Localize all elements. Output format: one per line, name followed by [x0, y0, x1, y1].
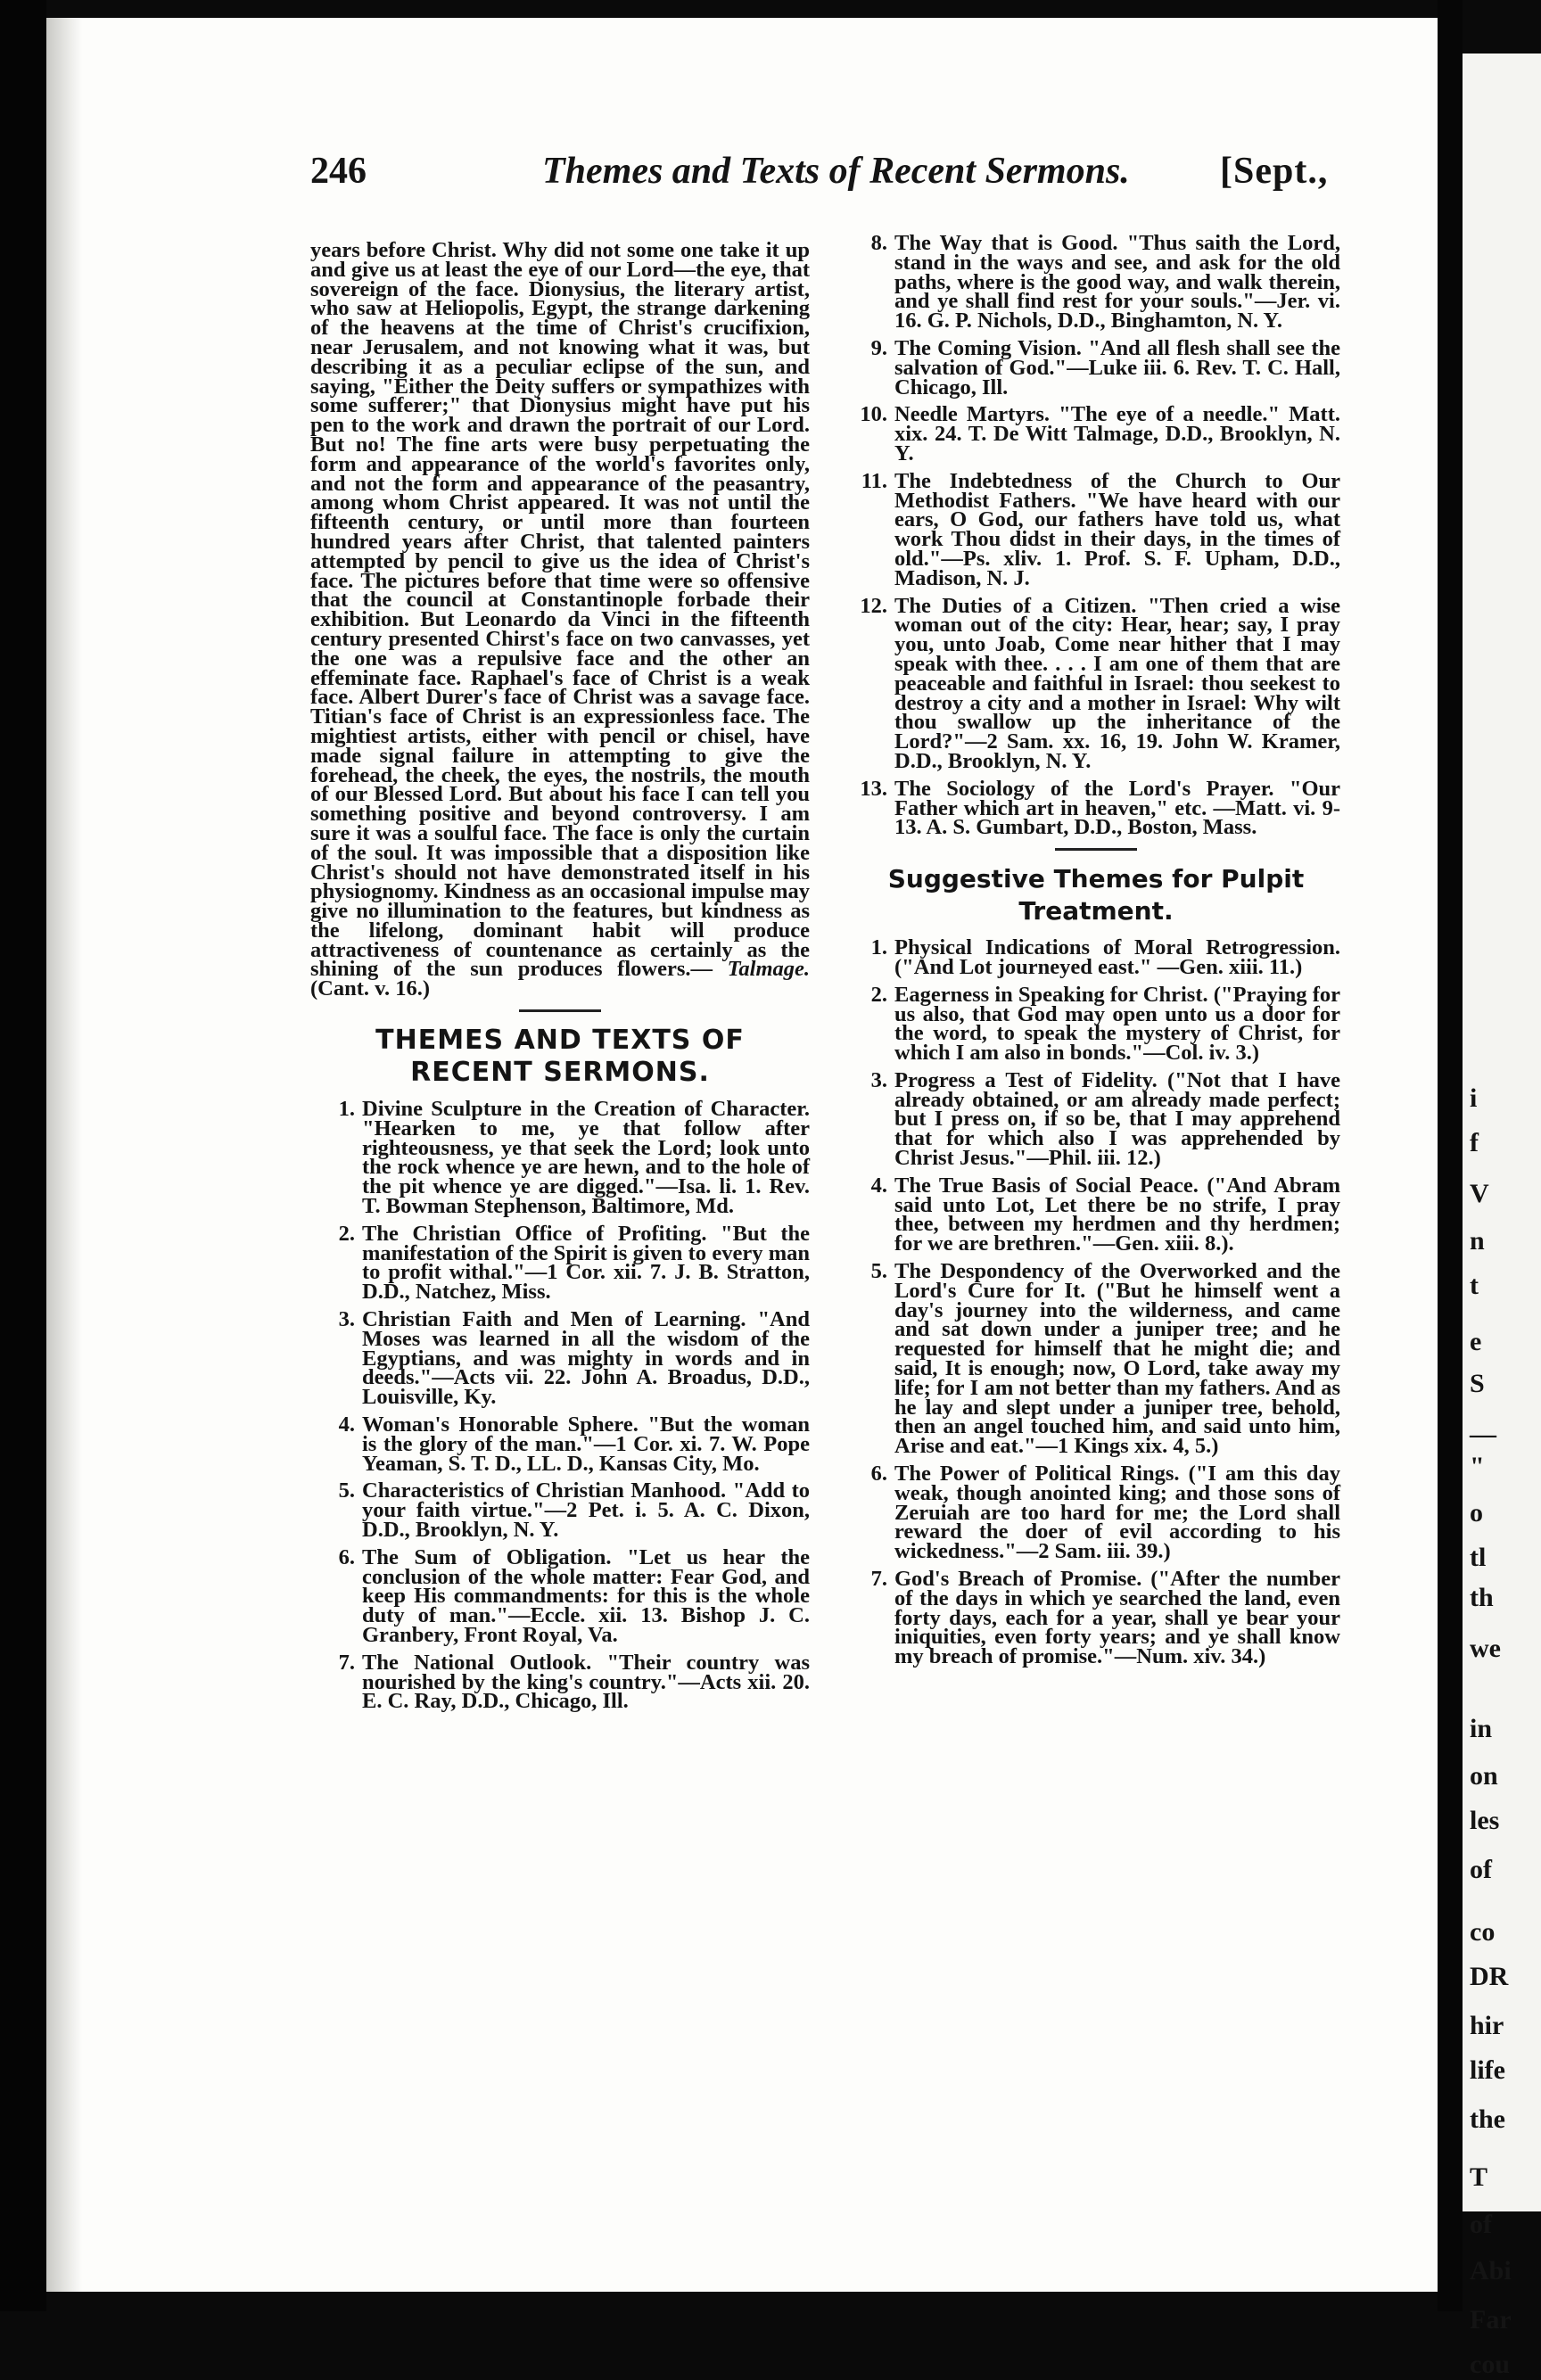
- item-number: 5.: [338, 1478, 355, 1503]
- item-text: The Despondency of the Overworked and the Lord's Cure for It. ("But he himself went a day's journey into the wilderness, and came and sat down under a juniper tree; and he requested for himself that he might die; and said, It is enough; now, O Lord, take away my life; for I am not better than my fathers. And as he lay and slept under a juniper tree, behold, then an angel touched him, and said unto him, Arise and eat."—1 Kings xix. 4, 5.): [894, 1259, 1340, 1459]
- item-number: 8.: [870, 231, 887, 255]
- running-title: Themes and Texts of Recent Sermons.: [542, 151, 1130, 192]
- running-section: [Sept.,: [1220, 151, 1329, 192]
- item-text: Eagerness in Speaking for Christ. ("Praying for us also, that God may open unto us a door for the word, to speak the mystery of Christ, for which I am also in bonds."—Col. iv. 3.): [894, 982, 1340, 1066]
- theme-item: [310, 1221, 810, 1305]
- item-text: Divine Sculpture in the Creation of Character. "Hearken to me, ye that follow after righteousness, ye that seek the Lord; look unto the rock whence ye are hewn, and to the hole of the pit whence ye are digged."—Isa. li. 1. Rev. T. Bowman Stephenson, Baltimore, Md.: [362, 1097, 810, 1219]
- left-column: [310, 238, 811, 1719]
- adjacent-page-fragment-text: hir: [1470, 2011, 1504, 2040]
- theme-item: [310, 1650, 810, 1714]
- binding-shadow: [46, 18, 82, 2292]
- item-text: The Duties of a Citizen. "Then cried a wise woman out of the city: Hear, hear; say, I pray you, unto Joab, Come near hither that I may speak with thee. . . . I am one of them that are peaceable and faithful in Israel: thou seekest to destroy a city and a mother in Israel: Why wilt thou swallow up the inheritance of the Lord?"—2 Sam. xx. 16, 19. John W. Kramer, D.D., Brooklyn, N. Y.: [894, 593, 1340, 773]
- item-number: 3.: [870, 1067, 887, 1092]
- intro-paragraph: [310, 238, 811, 1001]
- theme-item: [310, 1412, 810, 1476]
- item-number: 5.: [870, 1259, 887, 1284]
- themes-list-continued: [852, 231, 1340, 840]
- item-text: Progress a Test of Fidelity. ("Not that I have already obtained, or am already made perfect; but I press on, if so be, that I may apprehend that for which also I was apprehended by Christ Jesus."—Phil. iii. 12.): [894, 1067, 1340, 1171]
- item-text: The True Basis of Social Peace. ("And Abram said unto Lot, Let there be no strife, I pray thee, between my herdmen and thy herdmen; for we are brethren."—Gen. xiii. 8.).: [894, 1173, 1340, 1256]
- item-text: The Indebtedness of the Church to Our Methodist Fathers. "We have heard with our ears, O God, our fathers have told us, what work Thou didst in their days, in the times of old."—Ps. xliv. 1. Prof. S. F. Upham, D.D., Madison, N. J.: [894, 468, 1340, 590]
- adjacent-page-fragment-text: in: [1470, 1714, 1493, 1743]
- item-text: The Power of Political Rings. ("I am this day weak, though anointed king; and those sons of Zeruiah are too hard for me; the Lord shall reward the doer of evil according to his wickedness."—2 Sam. iii. 39.): [894, 1462, 1340, 1564]
- adjacent-page-fragment-text: the: [1470, 2104, 1505, 2134]
- suggestive-list: [852, 935, 1340, 1669]
- adjacent-page-fragment-text: on: [1470, 1761, 1498, 1791]
- adjacent-page-fragment-text: DR: [1470, 1962, 1509, 1991]
- adjacent-page-fragment-text: Abi: [1470, 2256, 1512, 2285]
- adjacent-page-fragment-text: S: [1470, 1369, 1485, 1398]
- adjacent-page-fragment-text: les: [1470, 1806, 1500, 1835]
- adjacent-page-fragment-text: ": [1470, 1452, 1485, 1481]
- adjacent-page-fragment-text: we: [1470, 1634, 1501, 1663]
- item-text: Christian Faith and Men of Learning. "And Moses was learned in all the wisdom of the Egyptians, and was mighty in words and in deeds."—Acts vii. 22. John A. Broadus, D.D., Louisville, Ky.: [362, 1307, 810, 1410]
- item-number: 11.: [861, 468, 887, 493]
- item-text: Woman's Honorable Sphere. "But the woman is the glory of the man."—1 Cor. xi. 7. W. Pope Yeaman, S. T. D., LL. D., Kansas City, Mo.: [362, 1412, 810, 1476]
- item-number: 2.: [870, 982, 887, 1007]
- theme-item: [852, 593, 1340, 773]
- adjacent-page-fragment-text: of: [1470, 1855, 1492, 1884]
- item-number: 3.: [338, 1307, 355, 1332]
- themes-list: [310, 1097, 810, 1714]
- adjacent-page-fragment: [1463, 54, 1541, 2379]
- adjacent-page-fragment-text: f: [1470, 1128, 1479, 1157]
- suggestive-item: [852, 1173, 1340, 1256]
- item-text: The Way that is Good. "Thus saith the Lord, stand in the ways and see, and ask for the old paths, where is the good way, and walk therein, and ye shall find rest for your souls."—Jer. vi. 16. G. P. Nichols, D.D., Binghamton, N. Y.: [894, 231, 1340, 334]
- running-header: [310, 150, 1380, 203]
- divider-rule: [519, 1009, 601, 1012]
- item-text: The Christian Office of Profiting. "But the manifestation of the Spirit is given to every man to profit withal."—1 Cor. xii. 7. J. B. Stratton, D.D., Natchez, Miss.: [362, 1221, 810, 1305]
- adjacent-page-fragment-text: Far: [1470, 2305, 1512, 2335]
- suggestive-item: [852, 982, 1340, 1066]
- scan-left-edge: [0, 0, 46, 2311]
- adjacent-page-fragment-text: e: [1470, 1327, 1482, 1356]
- item-text: Physical Indications of Moral Retrogression. ("And Lot journeyed east." —Gen. xiii. 11.): [894, 935, 1340, 979]
- section-heading-themes: THEMES AND TEXTS OF RECENT SERMONS.: [375, 1025, 745, 1089]
- theme-item: [310, 1478, 810, 1543]
- adjacent-page-fragment-text: T: [1470, 2162, 1488, 2192]
- item-number: 7.: [870, 1567, 887, 1592]
- theme-item: [310, 1544, 810, 1647]
- item-number: 12.: [860, 593, 887, 618]
- item-text: The Coming Vision. "And all flesh shall see the salvation of God."—Luke iii. 6. Rev. T. C. Hall, Chicago, Ill.: [894, 335, 1340, 399]
- adjacent-page-fragment-text: —: [1470, 1420, 1496, 1449]
- suggestive-item: [852, 1569, 1340, 1667]
- theme-item: [852, 335, 1340, 399]
- theme-item: [852, 776, 1340, 840]
- adjacent-page-fragment-text: t: [1470, 1271, 1479, 1300]
- item-text: God's Breach of Promise. ("After the number of the days in which ye searched the land, even forty days, each for a year, shall ye bear your iniquities, even forty years; and ye shall know my breach of promise."—Num. xiv. 34.): [894, 1567, 1340, 1669]
- item-number: 4.: [870, 1173, 887, 1198]
- suggestive-item: [852, 1067, 1340, 1171]
- item-text: Characteristics of Christian Manhood. "Add to your faith virtue."—2 Pet. i. 5. A. C. Dixon, D.D., Brooklyn, N. Y.: [362, 1478, 810, 1543]
- adjacent-page-fragment-text: cou: [1470, 2350, 1510, 2379]
- divider-rule: [1055, 848, 1137, 851]
- item-number: 10.: [860, 402, 887, 427]
- item-number: 6.: [870, 1462, 887, 1486]
- adjacent-page-fragment-text: tl: [1470, 1543, 1487, 1572]
- theme-item: [852, 231, 1340, 334]
- item-number: 4.: [338, 1412, 355, 1437]
- adjacent-page-fragment-text: of: [1470, 2210, 1492, 2239]
- suggestive-item: [852, 1462, 1340, 1564]
- theme-item: [310, 1097, 810, 1219]
- adjacent-page-fragment-text: life: [1470, 2055, 1505, 2085]
- right-column: [852, 231, 1340, 1675]
- intro-text: years before Christ. Why did not some one take it up and give us at least the eye of our Lord—the eye, that sovereign of the face. Dionysius, the literary artist, who saw at Heliopolis, Egypt, the strange darkening of the heavens at the time of Christ's crucifixion, near Jerusalem, and not knowing what it was, but describing it as a peculiar eclipse of the sun, and saying, "Either the Deity suffers or sympathizes with some sufferer;" that Dionysius might have put his pen to the work and drawn the portrait of our Lord. But no! The fine arts were busy perpetuating the form and appearance of the world's favorites only, and not the form and appearance of the peasantry, among whom Christ appeared. It was not until the fifteenth century, or until more than fourteen hundred years after Christ, that talented painters attempted by pencil to give us the idea of Christ's face. The pictures before that time were so offensive that the council at Constantinople forbade their exhibition. But Leonardo da Vinci in the fifteenth century presented Chirst's face on two canvasses, yet the one was a repulsive face and the other an effeminate face. Raphael's face of Christ is a weak face. Albert Durer's face of Christ was a savage face. Titian's face of Christ is an expressionless face. The mightiest artists, either with pencil or chisel, have made signal failure in attempting to give the forehead, the cheek, the eyes, the nostrils, the mouth of our Blessed Lord. But about his face I can tell you something positive and beyond controversy. I am sure it was a soulful face. The face is only the curtain of the soul. It was impossible that a disposition like Christ's should not have demonstrated itself in his physiognomy. Kindness as an occasional impulse may give no illumination to the features, but kindness as the lifelong, dominant habit will produce attractiveness of countenance as certainly as the shining of the sun produces flowers.—: [310, 238, 810, 982]
- item-number: 1.: [870, 935, 887, 960]
- page-number: 246: [310, 151, 367, 192]
- item-text: Needle Martyrs. "The eye of a needle." Matt. xix. 24. T. De Witt Talmage, D.D., Brooklyn, N. Y.: [894, 402, 1340, 465]
- adjacent-page-fragment-text: V: [1470, 1179, 1489, 1208]
- adjacent-page-fragment-text: i: [1470, 1083, 1478, 1113]
- book-gutter: [1438, 0, 1463, 2311]
- adjacent-page-fragment-text: o: [1470, 1498, 1483, 1528]
- suggestive-item: [852, 1259, 1340, 1459]
- suggestive-item: [852, 935, 1340, 979]
- theme-item: [310, 1307, 810, 1410]
- item-number: 7.: [338, 1650, 355, 1675]
- adjacent-page-fragment-text: n: [1470, 1226, 1485, 1256]
- item-number: 9.: [870, 335, 887, 360]
- intro-attribution: Talmage.: [727, 957, 811, 982]
- item-number: 6.: [338, 1544, 355, 1569]
- adjacent-page-fragment-text: th: [1470, 1583, 1494, 1612]
- theme-item: [852, 402, 1340, 465]
- item-number: 13.: [860, 776, 887, 801]
- item-text: The Sociology of the Lord's Prayer. "Our Father which art in heaven," etc. —Matt. vi. 9-13. A. S. Gumbart, D.D., Boston, Mass.: [894, 776, 1340, 840]
- theme-item: [852, 468, 1340, 590]
- item-number: 2.: [338, 1221, 355, 1246]
- item-number: 1.: [338, 1097, 355, 1122]
- item-text: The National Outlook. "Their country was nourished by the king's country."—Acts xii. 20. E. C. Ray, D.D., Chicago, Ill.: [362, 1650, 810, 1714]
- item-text: The Sum of Obligation. "Let us hear the conclusion of the whole matter: Fear God, and keep His commandments: for this is the whole duty of man."—Eccle. xii. 13. Bishop J. C. Granbery, Front Royal, Va.: [362, 1544, 810, 1647]
- section-heading-suggestive: Suggestive Themes for Pulpit Treatment.: [887, 864, 1305, 926]
- adjacent-page-fragment-text: co: [1470, 1917, 1496, 1947]
- intro-citation: (Cant. v. 16.): [310, 976, 431, 1001]
